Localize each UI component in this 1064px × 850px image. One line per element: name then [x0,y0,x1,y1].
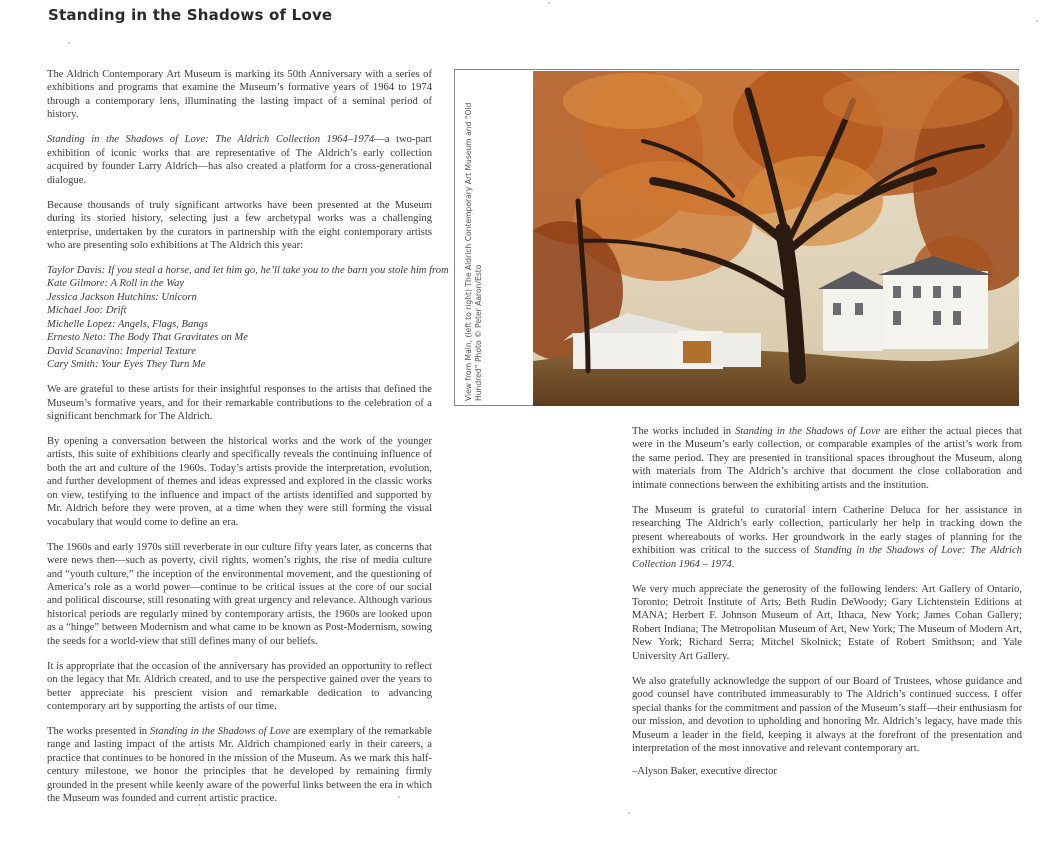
works-presented-rest: are exemplary of the remarkable range and lasting impact of the artists Mr. Aldrich championed early in their careers, a practice that continues to be honored in the mission of the Museum. As we mark this half-century milestone, we honor the principles that he developed by remaining firmly grounded in the present while keenly aware of the powerful links between the era in which the Museum was founded and current artistic practice. [47,726,432,805]
works-presented-title: Standing in the Shadows of Love [150,726,291,738]
artist-entry: Ernesto Neto: The Body That Gravitates on Me [47,332,248,344]
exhibition-text: —a two-part exhibition of iconic works that are representative of The Aldrich’s early collection acquired by founder Larry Aldrich—has also created a platform for a cross-generational dialogue. [47,134,432,186]
photo-caption-strip [454,69,532,406]
works-included-title: Standing in the Shadows of Love [735,426,881,437]
exhibition-paragraph [47,133,432,187]
scan-speck [198,804,200,806]
intern-exhibition-title: Standing in the Shadows of Love: The Aldrich Collection 1964 – 1974 [632,545,1022,570]
artist-entry: Kate Gilmore: A Roll in the Way [47,278,185,290]
works-included-paragraph [632,425,1022,492]
works-presented-paragraph [47,725,432,806]
trustees-paragraph: We also gratefully acknowledge the support of our Board of Trustees, whose guidance and good counsel have contributed immeasurably to The Aldrich’s continued success. I offer special thanks for the commitment and passion of the Museum’s staff—their enthusiasm for our mission, and devotion to upholding and honoring Mr. Aldrich’s legacy, have made this Museum a leader in the field, keeping it always at the forefront of the presentation and interpretation of the most innovative and relevant contemporary art. [632,675,1022,755]
signature: –Alyson Baker, executive director [632,765,777,777]
legacy-paragraph: It is appropriate that the occasion of the anniversary has provided an opportunity to reflect on the legacy that Mr. Aldrich created, and to use the perspective gained over the years to better appreciate his prescient vision and remarkable dedication to advancing contemporary art by supporting the artists of our time. [47,660,432,713]
artist-entry: Cary Smith: Your Eyes They Turn Me [47,359,206,371]
museum-photo-image [533,71,1019,406]
gratitude-paragraph: We are grateful to these artists for their insightful responses to the artists that defined the Museum’s formative years, and for their remarkable contributions to the celebration of a significant benchmark for The Aldrich. [47,384,432,422]
photo-caption: View from Main, (left to right) The Aldrich Contemporary Art Museum and “Old Hundred” Photo © Peter Aaron/Esto [464,102,483,401]
intern-period: . [731,558,735,570]
left-text-column [47,68,449,817]
scan-speck [398,796,400,798]
conversation-paragraph: By opening a conversation between the historical works and the work of the younger artists, this suite of exhibitions clearly and specifically reveals the continuing influence of both the art and culture of the 1960s. Today’s artists provide the interpretation, evolution, and further development of themes and ideas expressed and explored in the classic works on view, testifying to the influence and impact of the artists identified and supported by Mr. Aldrich before they were proven, at a time when they were still forming the visual vocabulary that would come to define an era. [47,435,432,528]
page-title: Standing in the Shadows of Love [48,6,333,24]
intro-paragraph: The Aldrich Contemporary Art Museum is marking its 50th Anniversary with a series of exhibitions and programs that examine the Museum’s formative years of 1964 to 1974 through a contemporary lens, illuminating the lasting impact of a seminal period of history. [47,69,432,121]
artist-entry: Jessica Jackson Hutchins: Unicorn [47,291,197,303]
scan-speck [548,2,550,4]
lenders-paragraph: We very much appreciate the generosity of the following lenders: Art Gallery of Ontario, Toronto; Detroit Institute of Arts; Beth Rudin DeWoody; Gary Lichtenstein Editions at MANA; Herbert F. Johnson Museum of Art, Ithaca, New York; James Cohan Gallery; Robert Indiana; The Metropolitan Museum of Art, New York; The Museum of Modern Art, New York; Richard Serra; Mitchel Skolnick; Estate of Robert Smithson; and Yale University Art Gallery. [632,583,1022,662]
artist-entry: David Scanavino: Imperial Texture [47,345,196,357]
artist-entry: Michelle Lopez: Angels, Flags, Bangs [47,318,209,330]
intern-text: The Museum is grateful to curatorial intern Catherine Deluca for her assistance in researching The Aldrich’s early collection, particularly her help in tracking down the present whereabouts of works. Her groundwork in the early stages of planning for the exhibition was critical to the success of [632,504,1022,557]
scan-speck [68,42,70,44]
artist-entry: Taylor Davis: If you steal a horse, and let him go, he’ll take you to the barn you stole him from [47,264,449,276]
sixties-paragraph: The 1960s and early 1970s still reverberate in our culture fifty years later, as concerns that were news then—such as poverty, civil rights, women’s rights, the rise of media culture and “youth culture,” the inception of the environmental movement, and the questioning of America’s role as a world power—continue to be critical issues at the core of our social and political discourse, still resonating with great urgency and relevance. Although various historical periods are regularly mined by contemporary artists, the 1960s are looked upon as a “hinge” between Modernism and what came to be known as Post-Modernism, sowing the seeds for a world-view that still defines many of our beliefs. [47,541,432,647]
artist-entry: Michael Joo: Drift [47,305,127,317]
intern-paragraph [632,504,1022,571]
scan-speck [1036,20,1038,22]
selection-paragraph: Because thousands of truly significant artworks have been presented at the Museum during its storied history, selecting just a few archetypal works was a challenging enterprise, undertaken by the curators in partnership with the eight contemporary artists who are presenting solo exhibitions at The Aldrich this year: [47,199,432,251]
right-text-column [632,425,1022,778]
works-presented-start: The works presented in [47,726,151,738]
works-included-start: The works included in [632,426,736,437]
museum-photo [533,71,1019,406]
exhibition-title: Standing in the Shadows of Love: The Aldrich Collection 1964–1974 [47,134,375,146]
scan-speck [628,812,630,814]
artist-list [47,264,449,372]
works-included-rest: are either the actual pieces that were in the Museum’s early collection, or comparable examples of the artist’s work from the same period. They are presented in transitional spaces throughout the Museum, along with materials from The Aldrich’s archive that document the close collaboration and intimate connections between the exhibiting artists and the institution. [632,426,1022,491]
